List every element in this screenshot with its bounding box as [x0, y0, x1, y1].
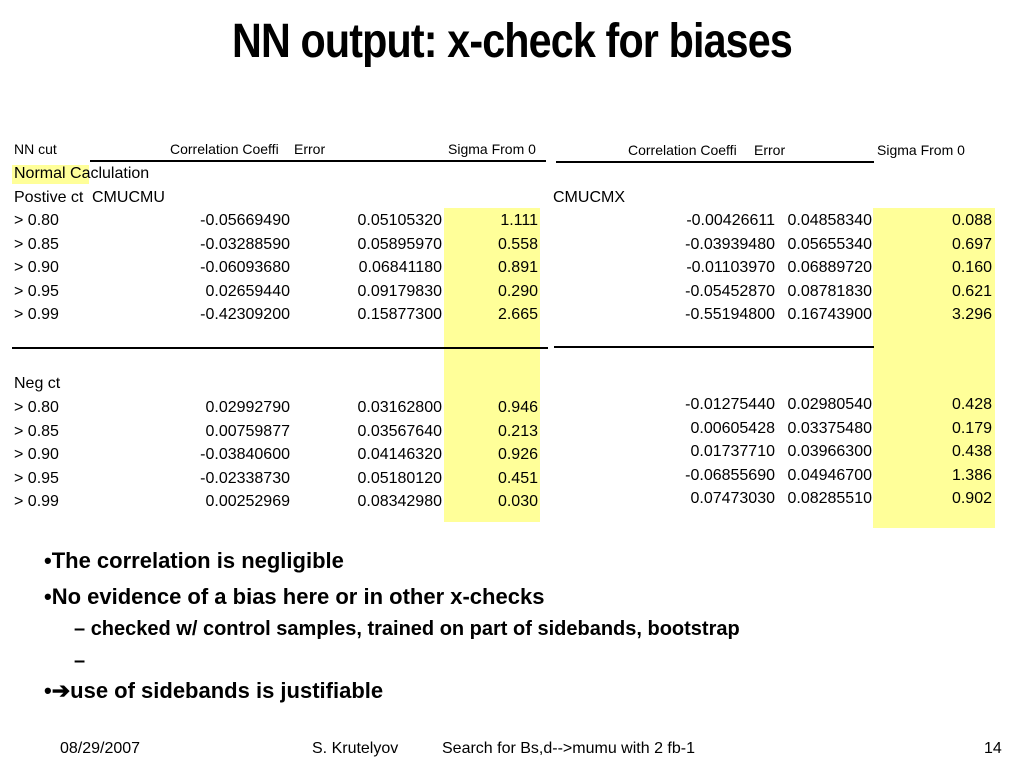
table-cell-sigma: 0.160 — [951, 259, 992, 276]
table-cell-sigma: 1.386 — [951, 466, 992, 484]
positive-cut-label: Postive ct — [14, 189, 84, 206]
table-cell-corr: -0.05452870 — [685, 282, 775, 300]
table-cell-corr: -0.05669490 — [200, 212, 290, 229]
footer-date: 08/29/2007 — [60, 740, 141, 757]
table-cell-sigma: 0.451 — [497, 469, 538, 487]
table-cell-sigma: 0.891 — [497, 259, 538, 276]
footer-page-number: 14 — [984, 740, 1002, 757]
table-cell-error: 0.03162800 — [357, 399, 442, 416]
bullet-dot-icon: • — [44, 678, 52, 703]
table-cell-sigma: 0.438 — [951, 443, 992, 460]
bullet-text-2: No evidence of a bias here or in other x-checks — [51, 584, 545, 609]
sub-bullet-item-2 — [74, 650, 85, 673]
table-cell-cut: > 0.85 — [14, 422, 59, 440]
table-cell-sigma: 0.030 — [497, 493, 538, 510]
table-cell-corr: 0.07473030 — [690, 490, 775, 507]
table-cell-corr: -0.06093680 — [200, 259, 290, 276]
right-header-rule — [556, 161, 874, 163]
bullet-item-2 — [44, 584, 544, 610]
table-cell-corr: 0.01737710 — [690, 443, 775, 460]
left-mid-rule — [12, 347, 548, 349]
table-cell-sigma: 0.621 — [951, 282, 992, 300]
table-cell-cut: > 0.95 — [14, 469, 59, 487]
table-cell-corr: -0.55194800 — [685, 306, 775, 323]
right-arrow-icon: ➔ — [51, 678, 71, 703]
left-header-error: Error — [294, 141, 326, 157]
table-cell-sigma: 0.902 — [951, 490, 992, 507]
table-cell-cut: > 0.90 — [14, 446, 59, 463]
table-cell-corr: 0.00252969 — [205, 493, 290, 510]
left-header-nncut: NN cut — [14, 141, 57, 157]
table-cell-error: 0.08781830 — [787, 282, 872, 300]
table-cell-cut: > 0.95 — [14, 282, 59, 300]
positive-tag-right: CMUCMX — [553, 189, 625, 206]
table-cell-corr: 0.02992790 — [205, 399, 290, 416]
table-cell-corr: -0.03840600 — [200, 446, 290, 463]
bullet-dot-icon: • — [44, 584, 52, 609]
table-cell-cut: > 0.80 — [14, 212, 59, 229]
sub-bullet-item-1 — [74, 618, 740, 641]
table-cell-cut: > 0.99 — [14, 306, 59, 323]
table-cell-corr: -0.42309200 — [200, 306, 290, 323]
table-cell-error: 0.03375480 — [787, 419, 872, 437]
table-cell-corr: -0.03288590 — [200, 235, 290, 253]
table-cell-error: 0.05105320 — [357, 212, 442, 229]
table-cell-error: 0.16743900 — [787, 306, 872, 323]
table-cell-error: 0.04858340 — [787, 212, 872, 229]
table-cell-error: 0.03966300 — [787, 443, 872, 460]
table-cell-corr: -0.06855690 — [685, 466, 775, 484]
right-header-error: Error — [754, 142, 786, 158]
table-cell-sigma: 3.296 — [951, 306, 992, 323]
bullet-text-1: The correlation is negligible — [51, 548, 344, 573]
table-cell-sigma: 0.290 — [497, 282, 538, 300]
table-cell-error: 0.03567640 — [357, 422, 442, 440]
table-cell-cut: > 0.90 — [14, 259, 59, 276]
positive-tag-left: CMUCMU — [92, 189, 165, 206]
table-cell-sigma: 2.665 — [497, 306, 538, 323]
dash-icon: – — [74, 650, 86, 672]
table-cell-cut: > 0.99 — [14, 493, 59, 510]
table-cell-error: 0.08285510 — [787, 490, 872, 507]
table-cell-error: 0.06889720 — [787, 259, 872, 276]
table-cell-error: 0.04146320 — [357, 446, 442, 463]
table-cell-sigma: 0.213 — [497, 422, 538, 440]
table-cell-error: 0.05655340 — [787, 235, 872, 253]
right-header-sigma: Sigma From 0 — [877, 142, 965, 158]
table-cell-corr: -0.03939480 — [685, 235, 775, 253]
negative-cut-label: Neg ct — [14, 375, 61, 392]
right-header-corr: Correlation Coeffi — [628, 142, 737, 158]
table-cell-sigma: 0.179 — [951, 419, 992, 437]
table-cell-error: 0.05895970 — [357, 235, 442, 253]
table-cell-corr: 0.00605428 — [690, 419, 775, 437]
bullet-text-3: use of sidebands is justifiable — [70, 678, 384, 703]
table-cell-sigma: 1.111 — [500, 212, 538, 229]
table-cell-error: 0.08342980 — [357, 493, 442, 510]
table-cell-corr: -0.01275440 — [685, 396, 775, 413]
table-cell-corr: 0.00759877 — [205, 422, 290, 440]
table-cell-sigma: 0.558 — [497, 235, 538, 253]
normal-calc-label: Normal Caclulation — [14, 165, 150, 182]
bullet-dot-icon: • — [44, 548, 52, 573]
table-cell-error: 0.06841180 — [358, 259, 442, 276]
table-cell-error: 0.15877300 — [357, 306, 442, 323]
table-cell-cut: > 0.80 — [14, 399, 59, 416]
table-cell-corr: -0.01103970 — [686, 259, 775, 276]
table-cell-corr: 0.02659440 — [205, 282, 290, 300]
table-cell-sigma: 0.697 — [951, 235, 992, 253]
table-cell-cut: > 0.85 — [14, 235, 59, 253]
table-cell-sigma: 0.946 — [497, 399, 538, 416]
table-cell-corr: -0.00426611 — [686, 212, 775, 229]
table-cell-error: 0.04946700 — [787, 466, 872, 484]
left-header-rule — [90, 160, 546, 162]
table-cell-error: 0.09179830 — [357, 282, 442, 300]
sub-bullet-text-1: checked w/ control samples, trained on part of sidebands, bootstrap — [90, 618, 740, 640]
table-cell-error: 0.05180120 — [357, 469, 442, 487]
bullet-item-1 — [44, 548, 344, 574]
footer-talk-title: Search for Bs,d-->mumu with 2 fb-1 — [442, 740, 695, 757]
right-mid-rule — [554, 346, 874, 348]
left-header-corr: Correlation Coeffi — [170, 141, 279, 157]
table-cell-sigma: 0.428 — [951, 396, 992, 413]
table-cell-error: 0.02980540 — [787, 396, 872, 413]
slide-title: NN output: x-check for biases — [232, 15, 792, 68]
left-header-sigma: Sigma From 0 — [448, 141, 536, 157]
table-cell-corr: -0.02338730 — [200, 469, 290, 487]
bullet-item-3 — [44, 678, 383, 704]
table-cell-sigma: 0.088 — [951, 212, 992, 229]
dash-icon: – — [74, 618, 91, 640]
table-cell-sigma: 0.926 — [497, 446, 538, 463]
footer-author: S. Krutelyov — [312, 740, 399, 757]
